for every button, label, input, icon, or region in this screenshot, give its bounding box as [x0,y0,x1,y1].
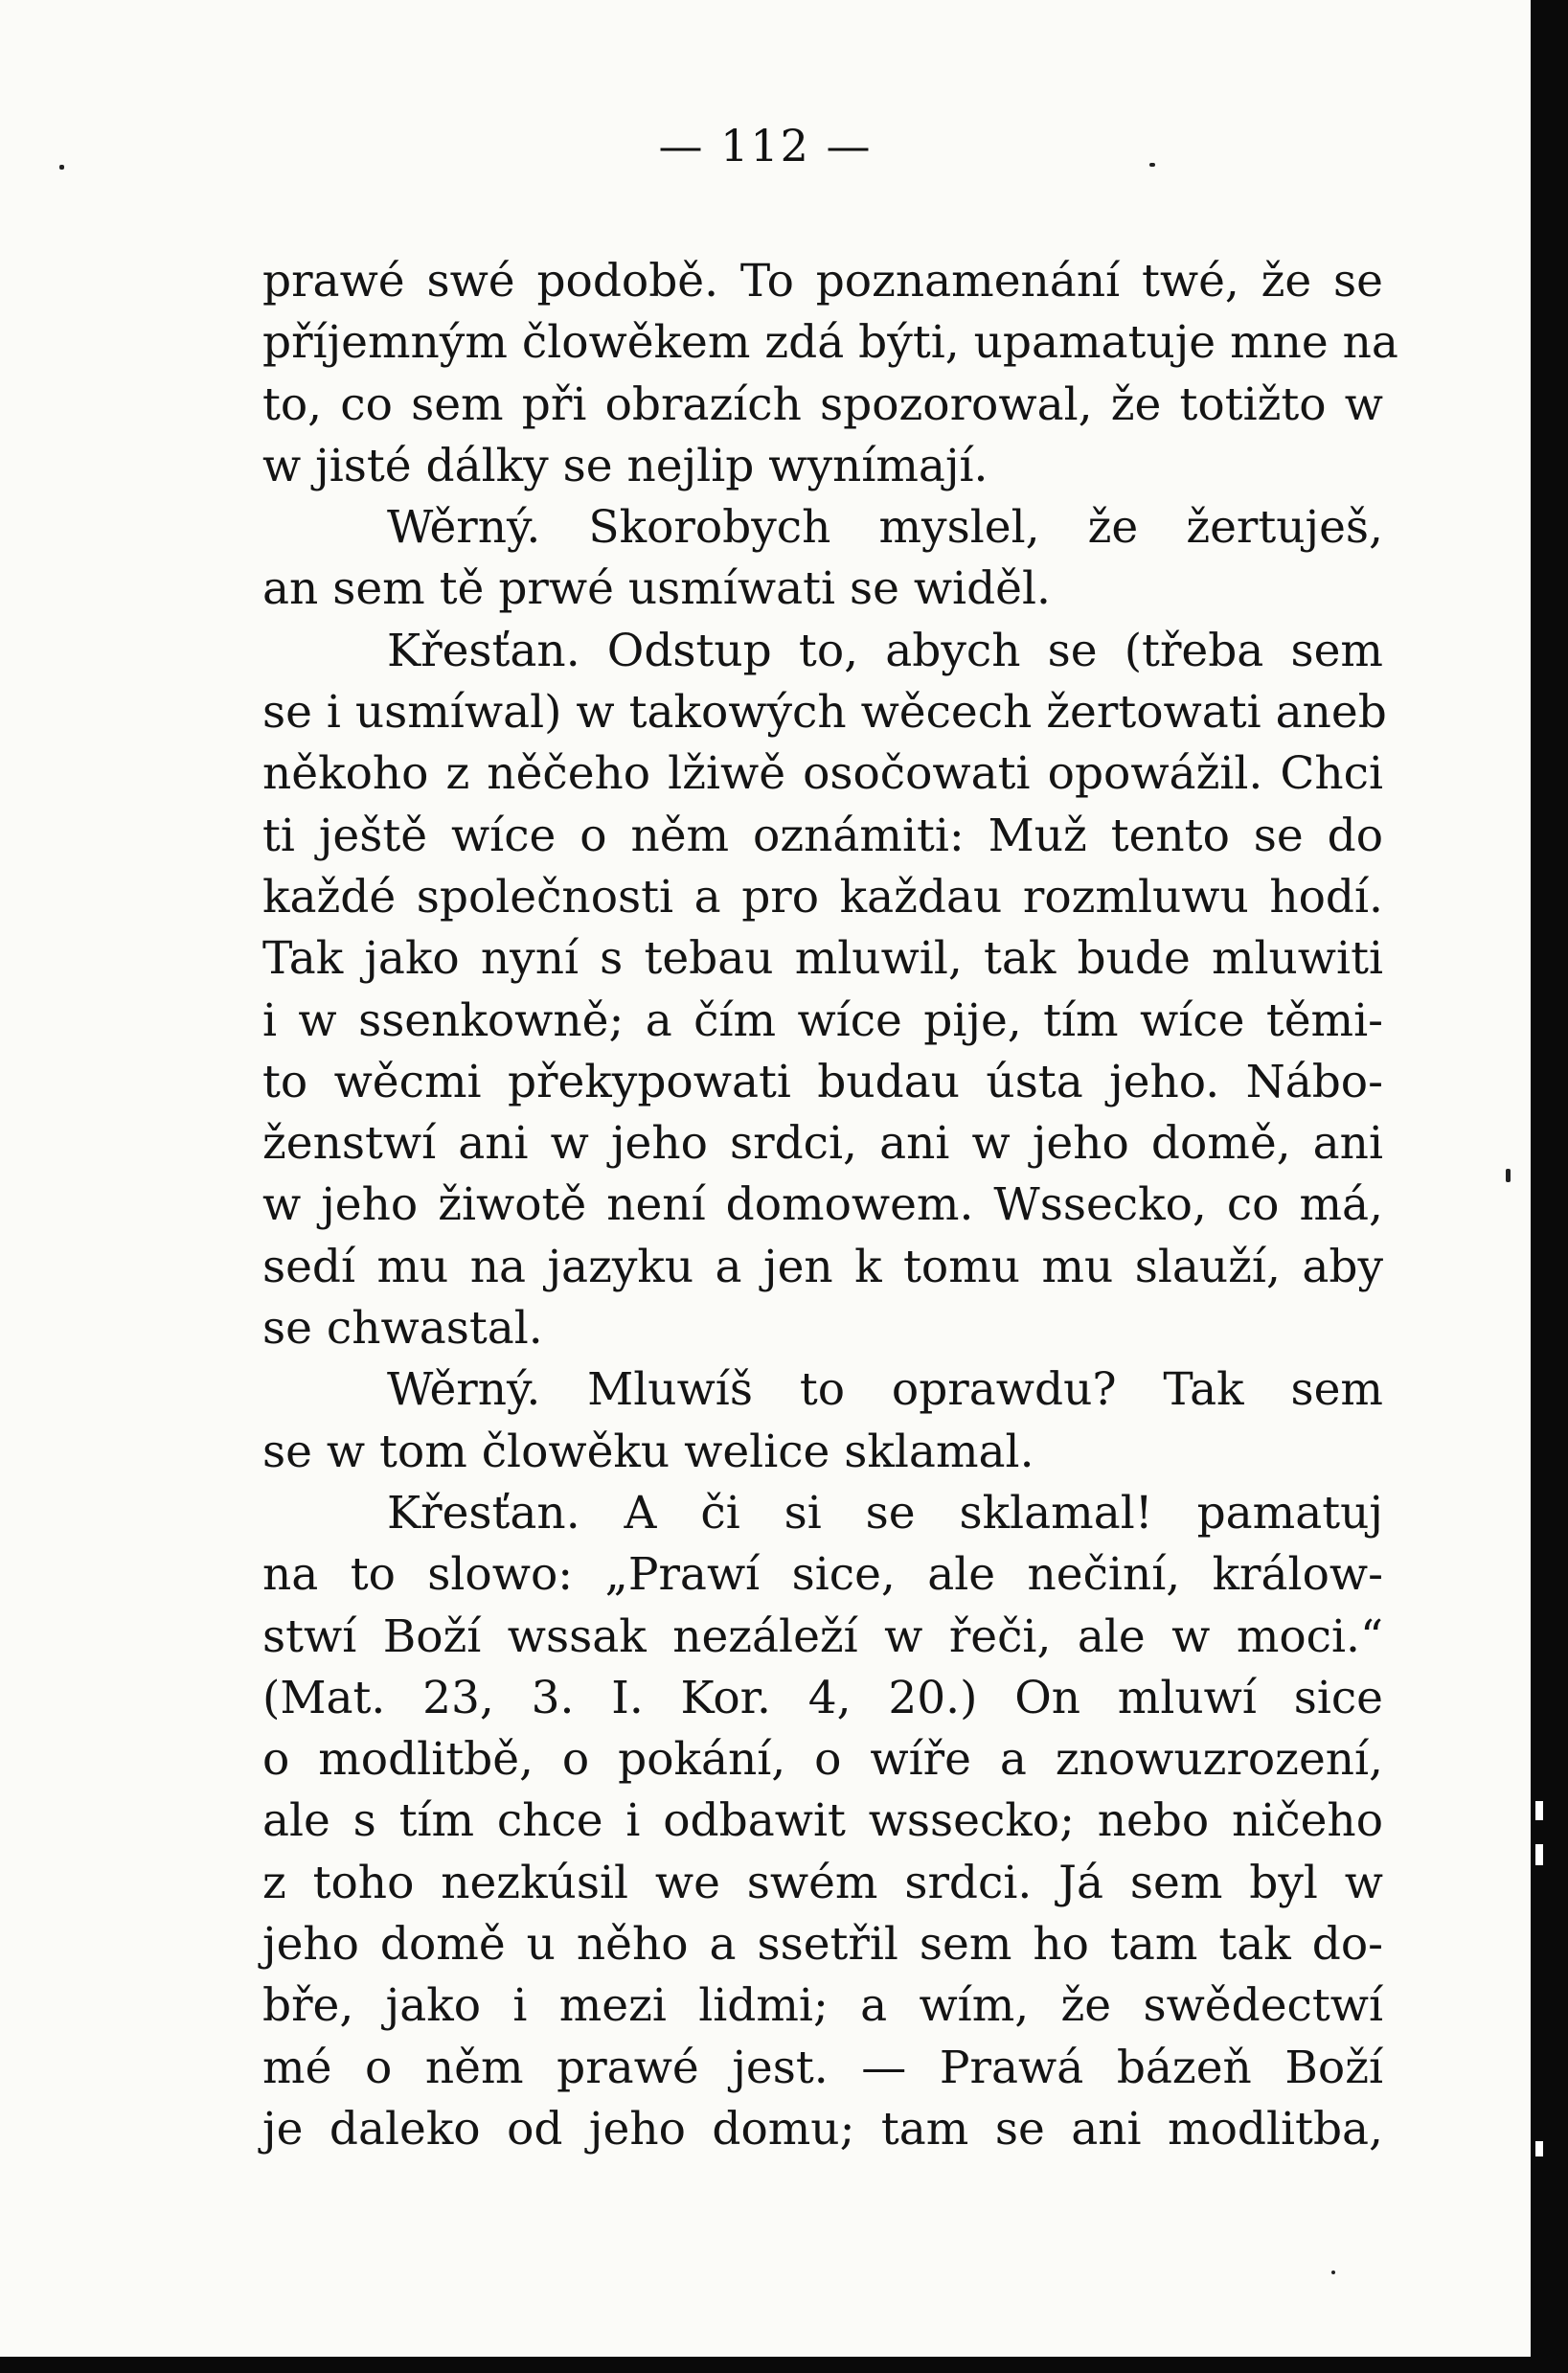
page-edge-shadow [1531,0,1568,2373]
edge-mark [1535,1801,1543,1820]
text-line: Křesťan. Odstup to, abych se (třeba sem [387,624,1383,677]
text-line: w jisté dálky se nejlip wynímají. [262,439,989,492]
text-line: sedí mu na jazyku a jen k tomu mu slauží, aby [262,1240,1383,1293]
edge-mark [1535,2141,1543,2156]
text-line: (Mat. 23, 3. I. Kor. 4, 20.) On mluwí sice [262,1671,1383,1724]
text-line: někoho z něčeho lžiwě osočowati opowážil. Chci [262,747,1383,801]
text-line: prawé swé podobě. To poznamenání twé, že se [262,255,1383,308]
text-line: o modlitbě, o pokání, o wíře a znowuzrození, [262,1733,1383,1787]
body-text [262,251,1398,2160]
ink-speck [1506,1169,1511,1182]
text-line: to, co sem při obrazích spozorowal, že totižto w [262,377,1383,431]
text-line: Tak jako nyní s tebau mluwil, tak bude mluwiti [262,932,1383,986]
text-line: i w ssenkowně; a čím wíce pije, tím wíce těmi- [262,993,1383,1047]
text-line: se i usmíwal) w takowých wěcech žertowati aneb [262,686,1387,740]
text-line: na to slowo: „Prawí sice, ale nečiní, králow- [262,1548,1383,1602]
text-line: Wěrný. Skorobych myslel, že žertuješ, [387,501,1383,555]
text-line: ženstwí ani w jeho srdci, ani w jeho domě, ani [262,1117,1383,1171]
text-line: každé společnosti a pro každau rozmluwu hodí. [262,870,1383,924]
text-line: z toho nezkúsil we swém srdci. Já sem byl w [262,1856,1383,1909]
text-line: se w tom člowěku welice sklamal. [262,1425,1034,1478]
text-line: w jeho žiwotě není domowem. Wssecko, co má, [262,1178,1383,1232]
text-line: příjemným člowěkem zdá býti, upamatuje mne na [262,316,1398,370]
text-line: je daleko od jeho domu; tam se ani modlitba, [262,2102,1383,2156]
text-line: Křesťan. A či si se sklamal! pamatuj [387,1486,1383,1540]
text-line: Wěrný. Mluwíš to oprawdu? Tak sem [387,1363,1383,1417]
text-line: ti ještě wíce o něm oznámiti: Muž tento se do [262,809,1383,862]
edge-mark [1535,1844,1543,1865]
text-line: to wěcmi překypowati budau ústa jeho. Nábo- [262,1055,1383,1108]
text-line: se chwastal. [262,1302,543,1356]
ink-speck [1331,2270,1335,2274]
page-number: — 112 — [658,120,873,171]
text-line: bře, jako i mezi lidmi; a wím, že swědectwí [262,1979,1383,2033]
text-line: jeho domě u něho a ssetřil sem ho tam tak do- [262,1918,1383,1972]
text-line: ale s tím chce i odbawit wssecko; nebo ničeho [262,1794,1383,1848]
text-line: stwí Boží wssak nezáleží w řeči, ale w moci.“ [262,1609,1383,1663]
text-line: an sem tě prwé usmíwati se widěl. [262,562,1051,616]
text-line: mé o něm prawé jest. — Prawá bázeň Boží [262,2041,1383,2094]
